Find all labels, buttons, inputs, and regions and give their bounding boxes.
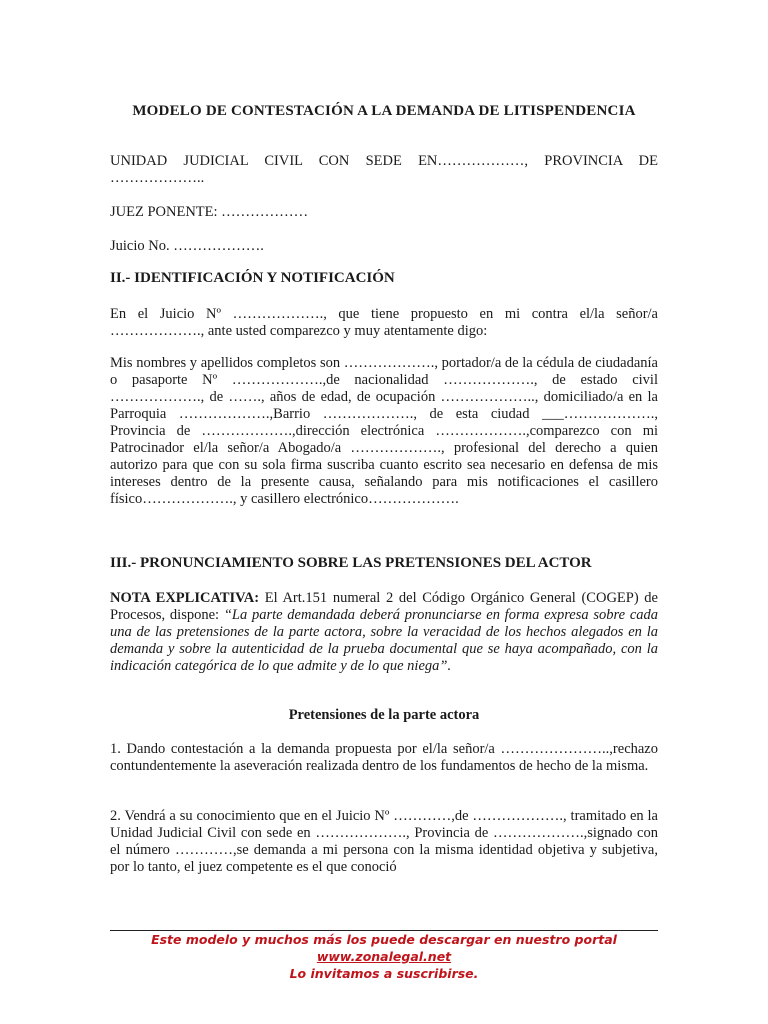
section2-paragraph-1: En el Juicio Nº ………………., que tiene propuesto en mi contra el/la señor/a ………………., ante usted comparezco y muy atentamente digo:: [110, 306, 658, 339]
footer-link[interactable]: www.zonalegal.net: [316, 949, 452, 964]
unidad-judicial-line: UNIDAD JUDICIAL CIVIL CON SEDE EN………………, PROVINCIA DE ………………..: [110, 153, 658, 186]
nota-quote: “La parte demandada deberá pronunciarse en forma expresa sobre cada una de las pretensiones de la parte actora, sobre la veracidad de los hechos alegados en la demanda y sobre la autenticidad de la prueba documental que se haya acompañado, con la indicación categórica de lo que admite y de lo que niega”.: [110, 607, 659, 674]
footer-text: Este modelo y muchos más los puede descargar en nuestro portal: [151, 932, 617, 947]
section-heading-pronunciamiento: III.- PRONUNCIAMIENTO SOBRE LAS PRETENSIONES DEL ACTOR: [110, 555, 592, 571]
pretension-item-1: 1. Dando contestación a la demanda propuesta por el/la señor/a …………………..,rechazo contundentemente la aseveración realizada dentro de los fundamentos de hecho de la misma.: [110, 741, 658, 774]
footer-promo: [110, 931, 658, 982]
juez-ponente-line: JUEZ PONENTE: ………………: [110, 204, 309, 220]
juicio-number-line: Juicio No. ……………….: [110, 238, 264, 254]
footer-line-2: Lo invitamos a suscribirse.: [289, 966, 479, 981]
pretensiones-heading: Pretensiones de la parte actora: [288, 707, 480, 723]
section-heading-identificacion: II.- IDENTIFICACIÓN Y NOTIFICACIÓN: [110, 270, 395, 286]
nota-explicativa-paragraph: [110, 590, 658, 675]
footer-line-1: [110, 931, 658, 965]
nota-text: El Art.151 numeral 2 del Código Orgánico General (COGEP) de Procesos, dispone:: [110, 590, 658, 623]
pretension-item-2: 2. Vendrá a su conocimiento que en el Juicio Nº …………,de ………………., tramitado en la Unidad Judicial Civil con sede en ………………., Provincia de ……………….,signado con el número …………,se demanda a mi persona con la misma identidad objetiva y subjetiva, por lo tanto, el juez competente es el que conoció: [110, 808, 658, 875]
document-title: MODELO DE CONTESTACIÓN A LA DEMANDA DE LITISPENDENCIA: [132, 103, 636, 119]
section2-paragraph-2: Mis nombres y apellidos completos son ………………., portador/a de la cédula de ciudadanía o pasaporte Nº ……………….,de nacionalidad ………………., de estado civil ………………., de ……., años de edad, de ocupación ……………….., domiciliado/a en la Parroquia ……………….,Barrio ………………., de esta ciudad ___………………., Provincia de ……………….,dirección electrónica ……………….,comparezco con mi Patrocinador el/la señor/a Abogado/a ………………., profesional del derecho a quien autorizo para que con su sola firma suscriba cuanto escrito sea necesario en defensa de mis intereses dentro de la presente causa, señalando para mis notificaciones el casillero físico………………., y casillero electrónico……………….: [110, 355, 658, 507]
nota-label: NOTA EXPLICATIVA:: [110, 590, 260, 606]
